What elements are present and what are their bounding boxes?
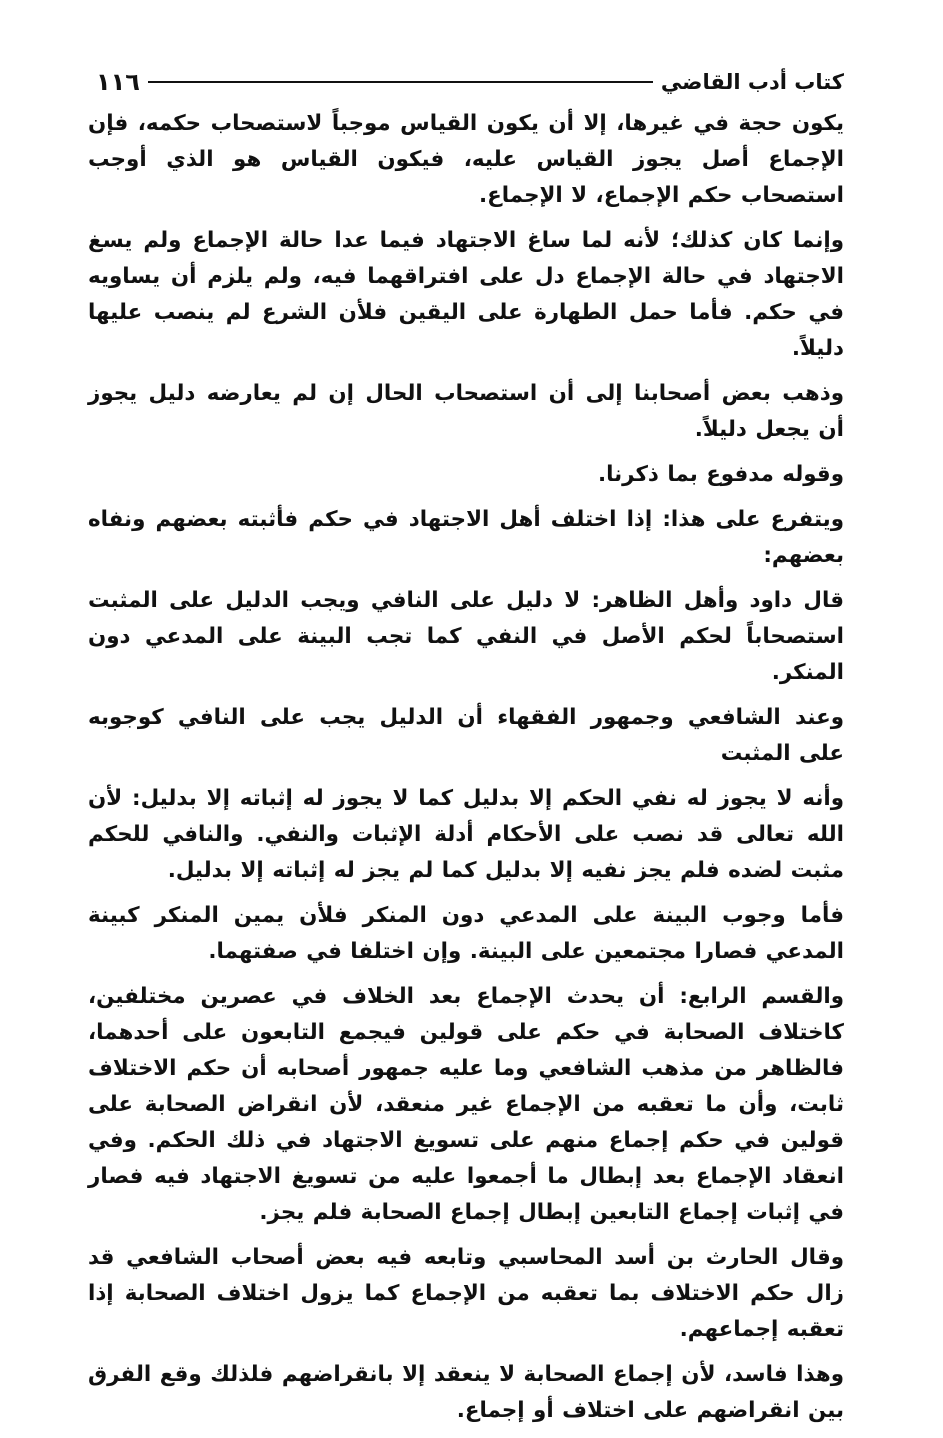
book-page bbox=[88, 62, 844, 1438]
paragraph: وذهب بعض أصحابنا إلى أن استصحاب الحال إن لم يعارضه دليل يجوز أن يجعل دليلاً. bbox=[88, 381, 844, 442]
paragraph: فأما وجوب البينة على المدعي دون المنكر فلأن يمين المنكر كبينة المدعي فصارا مجتمعين على البينة. وإن اختلفا في صفتهما. bbox=[88, 903, 844, 964]
paragraph: وعند الشافعي وجمهور الفقهاء أن الدليل يجب على النافي كوجوبه على المثبت bbox=[88, 705, 844, 766]
paragraph: وأنه لا يجوز له نفي الحكم إلا بدليل كما لا يجوز له إثباته إلا بدليل: لأن الله تعالى قد نصب على الأحكام أدلة الإثبات والنفي. والنافي للحكم مثبت لضده فلم يجز نفيه إلا بدليل كما لم يجز له إثباته إلا بدليل. bbox=[88, 786, 844, 883]
header-rule bbox=[148, 81, 653, 83]
paragraph: والقسم الرابع: أن يحدث الإجماع بعد الخلاف في عصرين مختلفين، كاختلاف الصحابة في حكم على قولين فيجمع التابعون على أحدهما، فالظاهر من مذهب الشافعي وما عليه جمهور أصحابه أن حكم الاختلاف ثابت، وأن ما تعقبه من الإجماع غير منعقد، لأن انقراض الصحابة على قولين في حكم إجماع منهم على تسويغ الاجتهاد في ذلك الحكم. وفي انعقاد الإجماع بعد إبطال ما أجمعوا عليه من تسويغ الاجتهاد فيه فصار في إثبات إجماع التابعين إبطال إجماع الصحابة فلم يجز. bbox=[88, 984, 844, 1225]
paragraph: وهذا فاسد، لأن إجماع الصحابة لا ينعقد إلا بانقراضهم فلذلك وقع الفرق بين انقراضهم على اختلاف أو إجماع. bbox=[88, 1362, 844, 1423]
body-text bbox=[88, 106, 844, 1429]
page-number: ١١٦ bbox=[96, 68, 140, 96]
paragraph: وقوله مدفوع بما ذكرنا. bbox=[597, 462, 844, 487]
paragraph: ويتفرع على هذا: إذا اختلف أهل الاجتهاد في حكم فأثبته بعضهم ونفاه بعضهم: bbox=[88, 507, 844, 568]
paragraph: قال داود وأهل الظاهر: لا دليل على النافي ويجب الدليل على المثبت استصحاباً لحكم الأصل في النفي كما تجب البينة على المدعي دون المنكر. bbox=[88, 588, 844, 685]
paragraph: وقال الحارث بن أسد المحاسبي وتابعه فيه بعض أصحاب الشافعي قد زال حكم الاختلاف بما تعقبه من الإجماع كما يزول اختلاف الصحابة إذا تعقبه إجماعهم. bbox=[88, 1245, 844, 1342]
running-head bbox=[88, 62, 844, 102]
paragraph: يكون حجة في غيرها، إلا أن يكون القياس موجباً لاستصحاب حكمه، فإن الإجماع أصل يجوز القياس عليه، فيكون القياس هو الذي أوجب استصحاب حكم الإجماع، لا الإجماع. bbox=[88, 111, 844, 208]
book-title: كتاب أدب القاضي bbox=[660, 70, 844, 94]
paragraph: وإنما كان كذلك؛ لأنه لما ساغ الاجتهاد فيما عدا حالة الإجماع ولم يسغ الاجتهاد في حالة الإجماع دل على افتراقهما فيه، ولم يلزم أن يساويه في حكم. فأما حمل الطهارة على اليقين فلأن الشرع لم ينصب عليها دليلاً. bbox=[88, 228, 844, 361]
